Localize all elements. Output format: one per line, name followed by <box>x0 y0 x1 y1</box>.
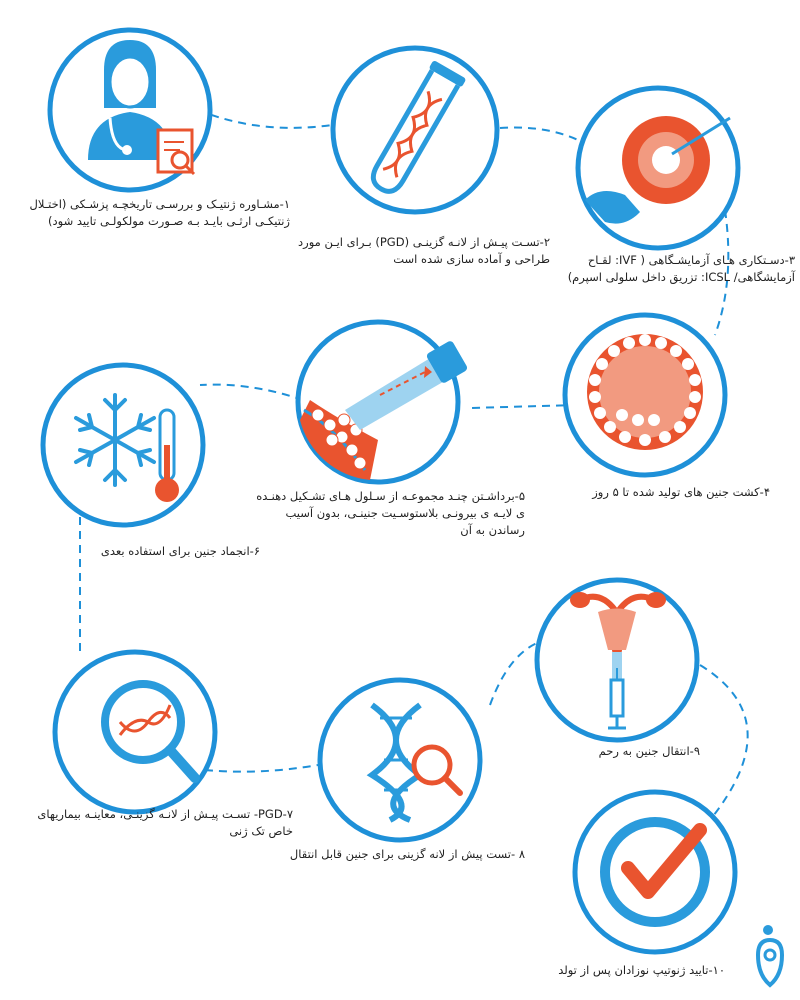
step-4-caption: ۴-کشت جنین های تولید شده تا ۵ روز <box>592 485 770 499</box>
step-9-caption: ۹-انتقال جنین به رحم <box>598 744 700 758</box>
step-5-caption: ۵-برداشـتن چنـد مجموعـه از سـلول هـای تشـکیل دهنـده ی لایـه ی بیرونـی بلاستوسـیت جنینـی، بدون آسیب رساندن به آن <box>256 489 525 537</box>
step-7-caption: PGD-۷- تسـت پیـش از لانـه گزینـی، معاینـه بیماریهای خاص تک ژنی <box>37 807 293 838</box>
step-2-caption: ۲-تسـت پیـش از لانـه گزینـی (PGD) بـرای ایـن مورد طراحی و آماده سازی شده است <box>298 235 550 266</box>
brand-logo-icon <box>758 925 782 985</box>
step-10-caption: ۱۰-تایید ژنوتیپ نوزادان پس از تولد <box>558 963 725 977</box>
step-6-caption: ۶-انجماد جنین برای استفاده بعدی <box>100 544 260 558</box>
checkmark-icon <box>605 822 705 922</box>
step-3-caption: ۳-دسـتکاری هـای آزمایشـگاهی ( IVF: لقـاح آزمایشگاهی/ ICSL: تزریق داخل سلولی اسپرم) <box>567 253 795 284</box>
blastocyst-icon <box>587 334 703 450</box>
step-1-caption: ۱-مشـاوره ژنتیـک و بررسـی تاریخچـه پزشـکی (اختـلال ژنتیکـی ارثـی بایـد بـه صـورت مولکولـی تایید شود) <box>29 197 290 228</box>
step-8-caption: ۸ -تست پیش از لانه گزینی برای جنین قابل انتقال <box>289 847 525 861</box>
